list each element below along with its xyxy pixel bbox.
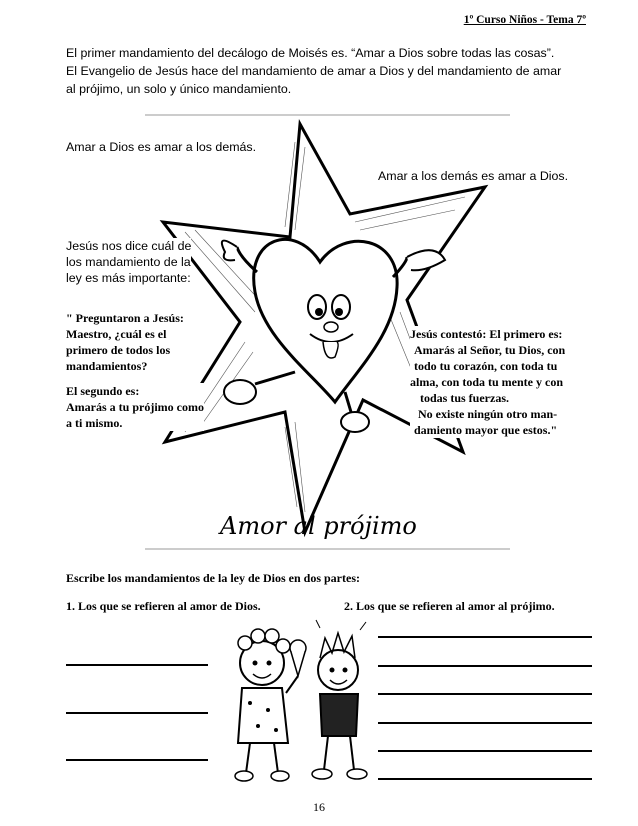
- text-line: todas tus fuerzas.: [420, 391, 509, 405]
- second-commandment-block: [66, 383, 204, 431]
- answer-line[interactable]: [378, 750, 592, 752]
- text-line: mandamientos?: [66, 359, 148, 373]
- answer-block: [410, 326, 565, 438]
- caption-right: Amar a los demás es amar a Dios.: [378, 169, 569, 183]
- text-line: Jesús contestó: El primero es:: [410, 327, 563, 341]
- text-line: todo tu corazón, con toda tu: [414, 359, 558, 373]
- text-line: ley es más importante:: [66, 271, 191, 285]
- jesus-says-block: [66, 238, 191, 286]
- text-line: El segundo es:: [66, 384, 140, 398]
- handwritten-caption: Amor al prójimo: [220, 512, 417, 540]
- answer-line[interactable]: [378, 636, 592, 638]
- text-line: Amarás al Señor, tu Dios, con: [414, 343, 566, 357]
- answer-line[interactable]: [66, 759, 208, 761]
- text-line: Maestro, ¿cuál es el: [66, 327, 167, 341]
- text-line: a ti mismo.: [66, 416, 123, 430]
- intro-line: El Evangelio de Jesús hace del mandamiento de amar a Dios y del mandamiento de amar: [66, 64, 562, 78]
- text-line: primero de todos los: [66, 343, 171, 357]
- page-number: 16: [313, 800, 325, 814]
- answer-line[interactable]: [378, 778, 592, 780]
- text-line: No existe ningún otro man-: [418, 407, 558, 421]
- text-line: alma, con toda tu mente y con: [410, 375, 563, 389]
- text-line: damiento mayor que estos.": [414, 423, 558, 437]
- text-line: Amarás a tu prójimo como: [66, 400, 204, 414]
- text-line: " Preguntaron a Jesús:: [66, 311, 184, 325]
- text-line: Jesús nos dice cuál de: [66, 239, 192, 253]
- exercise-col2-heading: 2. Los que se refieren al amor al prójimo.: [344, 599, 555, 613]
- answer-line[interactable]: [66, 664, 208, 666]
- answer-line[interactable]: [378, 693, 592, 695]
- question-block: [66, 310, 184, 374]
- text-line: los mandamiento de la: [66, 255, 191, 269]
- exercise-title: Escribe los mandamientos de la ley de Dios en dos partes:: [66, 571, 360, 585]
- answer-line[interactable]: [378, 722, 592, 724]
- intro-paragraph: [66, 44, 586, 98]
- page-header: 1º Curso Niños - Tema 7º: [463, 14, 586, 26]
- intro-line: al prójimo, un solo y único mandamiento.: [66, 82, 292, 96]
- exercise-col1-heading: 1. Los que se refieren al amor de Dios.: [66, 599, 261, 613]
- kids-illustration: [220, 618, 380, 788]
- answer-line[interactable]: [378, 665, 592, 667]
- intro-line: El primer mandamiento del decálogo de Moisés es. “Amar a Dios sobre todas las cosas”.: [66, 46, 555, 60]
- caption-left: Amar a Dios es amar a los demás.: [66, 140, 257, 154]
- answer-line[interactable]: [66, 712, 208, 714]
